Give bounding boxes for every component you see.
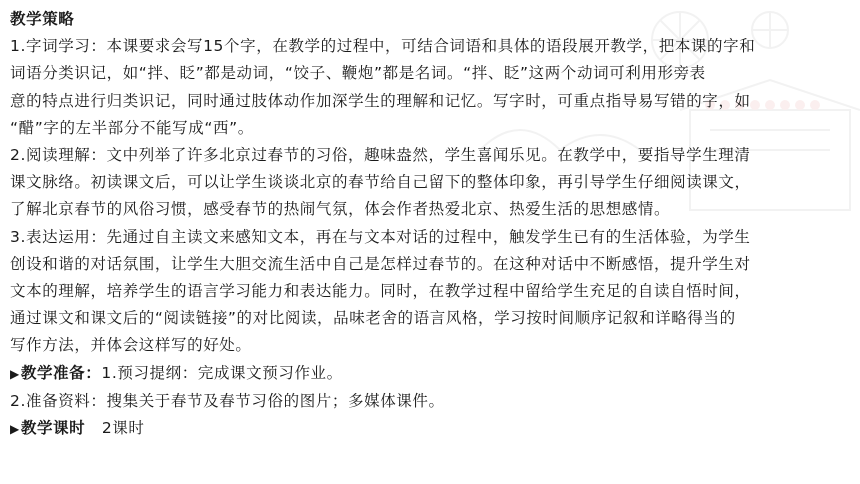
paragraph-line: 1.字词学习：本课要求会写15个字，在教学的过程中，可结合词语和具体的语段展开教学，把本课的字和 [10,37,756,56]
paragraph-line: 3.表达运用：先通过自主读文来感知文本，再在与文本对话的过程中，触发学生已有的生活体验，为学生 [10,227,751,246]
paragraph-line: 词语分类识记，如“拌、眨”都是动词，“饺子、鞭炮”都是名词。“拌、眨”这两个动词可利用形旁表 [10,64,706,83]
paragraph-line: 意的特点进行归类识记，同时通过肢体动作加深学生的理解和记忆。写字时，可重点指导易写错的字，如 [10,91,751,110]
teaching-hours-line [10,415,852,443]
paragraph-line: 写作方法，并体会这样写的好处。 [10,336,252,355]
paragraph-line: 2.阅读理解：文中列举了许多北京过春节的习俗，趣味盎然，学生喜闻乐见。在教学中，要指导学生理清 [10,146,751,165]
triangle-bullet-icon: ▶ [10,366,20,381]
paragraph-line: 文本的理解，培养学生的语言学习能力和表达能力。同时，在教学过程中留给学生充足的自读自悟时间， [10,282,751,301]
teaching-prep-item: 1.预习提纲：完成课文预习作业。 [101,363,343,382]
paragraph-line: 了解北京春节的风俗习惯，感受春节的热闹气氛，体会作者热爱北京、热爱生活的思想感情。 [10,200,671,219]
triangle-bullet-icon: ▶ [10,422,20,437]
teaching-strategy-document [10,6,852,443]
paragraph-line: 课文脉络。初读课文后，可以让学生谈谈北京的春节给自己留下的整体印象，再引导学生仔细阅读课文， [10,173,751,192]
paragraph-line: 通过课文和课文后的“阅读链接”的对比阅读，品味老舍的语言风格，学习按时间顺序记叙和详略得当的 [10,309,736,328]
teaching-hours-label: 教学课时 [20,419,86,438]
paragraph-line: 创设和谐的对话氛围，让学生大胆交流生活中自己是怎样过春节的。在这种对话中不断感悟，提升学生对 [10,254,751,273]
teaching-hours-value: 2课时 [101,419,145,438]
teaching-prep-line [10,360,852,388]
teaching-prep-item: 2.准备资料：搜集关于春节及春节习俗的图片；多媒体课件。 [10,391,445,410]
paragraph-line: “醋”字的左半部分不能写成“西”。 [10,118,254,137]
teaching-prep-label: 教学准备： [20,363,102,382]
section-heading: 教学策略 [10,10,75,28]
